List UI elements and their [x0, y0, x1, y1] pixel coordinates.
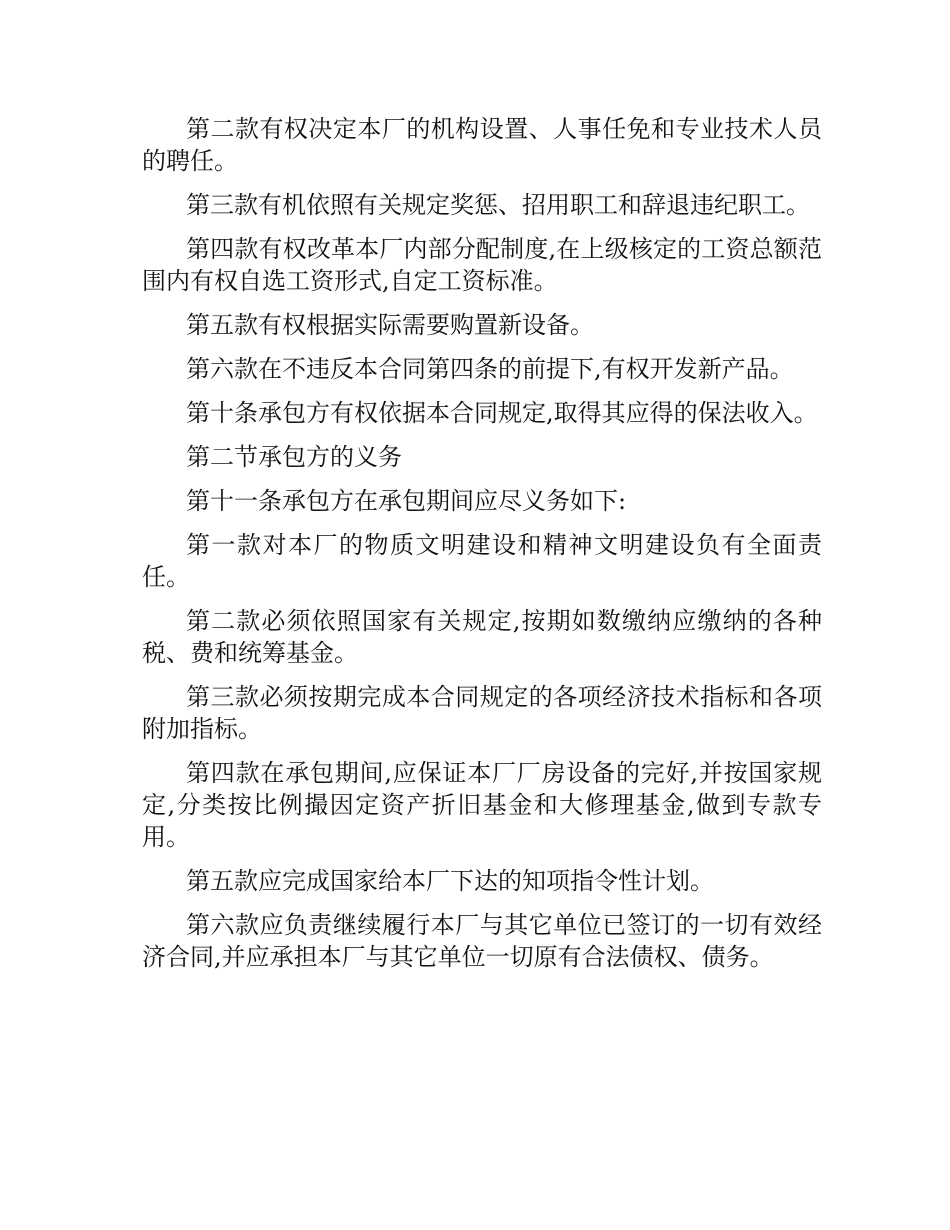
paragraph: 第六款应负责继续履行本厂与其它单位已签订的一切有效经济合同,并应承担本厂与其它单位一切原有合法债权、债务。: [142, 911, 822, 971]
paragraph: 第四款在承包期间,应保证本厂厂房设备的完好,并按国家规定,分类按比例撮因定资产折旧基金和大修理基金,做到专款专用。: [142, 759, 822, 851]
paragraph: 第三款必须按期完成本合同规定的各项经济技术指标和各项附加指标。: [142, 683, 822, 743]
paragraph: 第五款有权根据实际需要购置新设备。: [186, 311, 594, 339]
paragraph: 第三款有机依照有关规定奖惩、招用职工和辞退违纪职工。: [186, 191, 810, 219]
paragraph: 第六款在不违反本合同第四条的前提下,有权开发新产品。: [186, 355, 794, 383]
paragraph: 第五款应完成国家给本厂下达的知项指令性计划。: [186, 867, 714, 895]
paragraph: 第十条承包方有权依据本合同规定,取得其应得的保法收入。: [186, 399, 818, 427]
paragraph: 第二款必须依照国家有关规定,按期如数缴纳应缴纳的各种税、费和统筹基金。: [142, 607, 822, 667]
paragraph: 第一款对本厂的物质文明建设和精神文明建设负有全面责任。: [142, 531, 822, 591]
paragraph: 第十一条承包方在承包期间应尽义务如下:: [186, 487, 627, 515]
paragraph: 第四款有权改革本厂内部分配制度,在上级核定的工资总额范围内有权自选工资形式,自定工资标准。: [142, 235, 822, 295]
section-heading: 第二节承包方的义务: [186, 443, 402, 471]
document-body: [142, 113, 822, 985]
paragraph: 第二款有权决定本厂的机构设置、人事任免和专业技术人员的聘任。: [142, 115, 822, 175]
